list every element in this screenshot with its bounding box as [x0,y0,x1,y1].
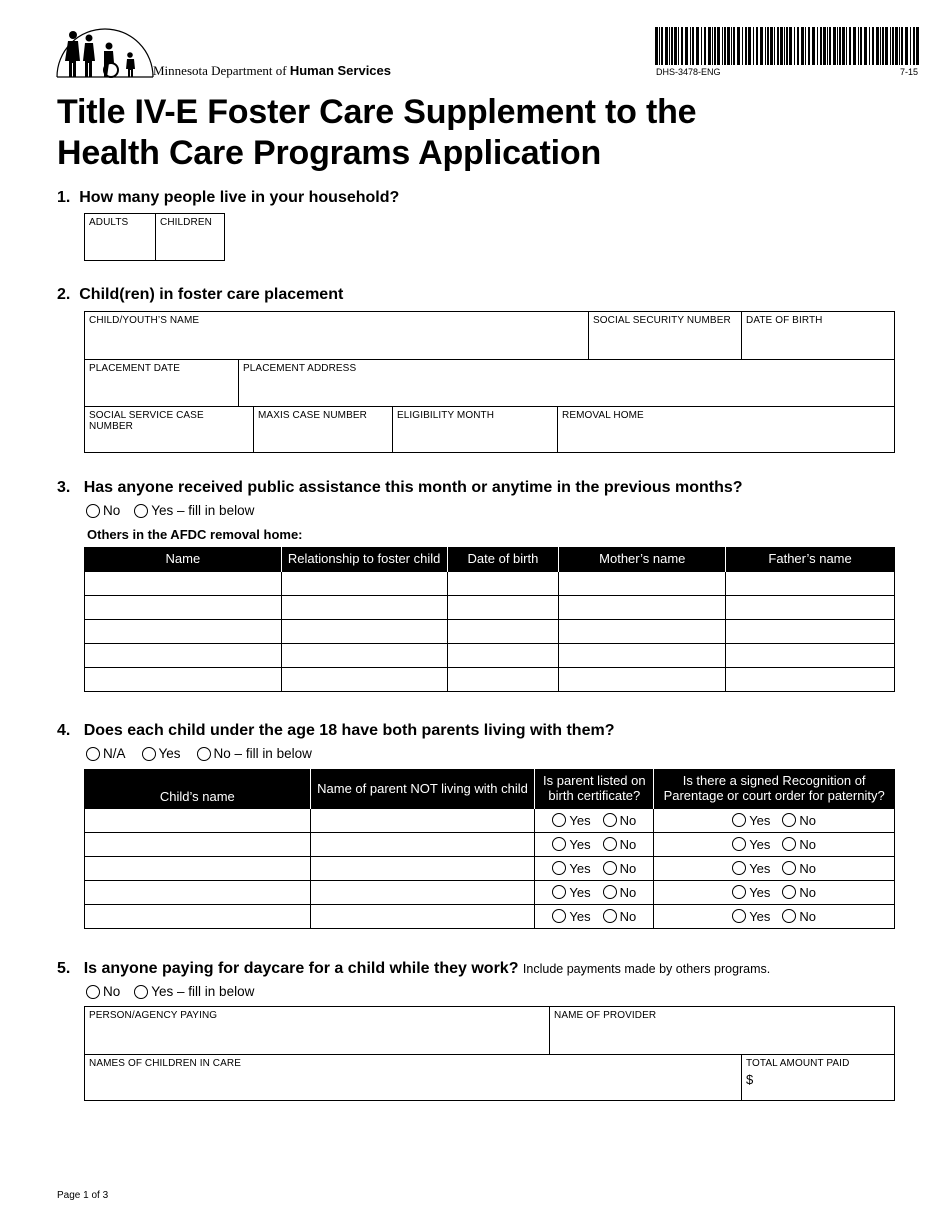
table-cell[interactable] [310,904,535,928]
radio-icon[interactable] [782,837,796,851]
barcode-bar [704,27,706,65]
q4-option-na[interactable]: N/A [86,746,126,761]
paternity-option-yes[interactable] [732,837,770,852]
col-name: Name [85,547,282,571]
birth-certificate-option-no[interactable] [603,885,637,900]
radio-icon[interactable] [603,813,617,827]
barcode-bar [745,27,747,65]
paternity-option-no[interactable] [782,837,816,852]
table-cell[interactable] [281,667,447,691]
option-label: Yes [749,836,771,852]
table-cell[interactable] [559,571,726,595]
ssn-field[interactable]: SOCIAL SECURITY NUMBER [588,312,741,359]
table-cell[interactable] [447,595,559,619]
barcode-bar [674,27,677,65]
table-cell[interactable] [281,643,447,667]
q5-option-no[interactable]: No [86,984,120,999]
birth-certificate-cell [535,832,654,856]
table-cell[interactable] [726,667,895,691]
paternity-cell [654,904,895,928]
option-label: No [619,860,637,876]
radio-icon[interactable] [552,813,566,827]
barcode-bar [901,27,903,65]
radio-icon[interactable] [134,985,148,999]
children-in-care-field[interactable]: NAMES OF CHILDREN IN CARE [89,1058,241,1069]
barcode-bar [661,27,663,65]
table-cell[interactable] [85,619,282,643]
table-cell[interactable] [85,643,282,667]
barcode-bar [665,27,668,65]
option-label: Yes [569,836,591,852]
barcode-bar [827,27,828,65]
barcode-bar [880,27,881,65]
option-label: Yes [569,908,591,924]
col-paternity: Is there a signed Recognition of Parentage or court order for paternity? [654,769,895,808]
birth-certificate-cell [535,856,654,880]
radio-icon[interactable] [732,813,746,827]
barcode-bar [892,27,894,65]
barcode-bar [701,27,702,65]
barcode-bar [692,27,694,65]
barcode-bar [846,27,847,65]
barcode-bar [895,27,898,65]
barcode-bar [823,27,826,65]
barcode-bar [882,27,884,65]
radio-icon[interactable] [552,861,566,875]
household-count-box [84,213,225,261]
birth-certificate-option-no[interactable] [603,861,637,876]
paternity-option-yes[interactable] [732,885,770,900]
placement-address-field[interactable]: PLACEMENT ADDRESS [238,360,894,406]
table-cell[interactable] [85,904,311,928]
option-label: No [799,812,817,828]
birth-certificate-cell [535,904,654,928]
birth-certificate-cell [535,880,654,904]
table-cell[interactable] [310,880,535,904]
birth-certificate-cell [535,808,654,832]
option-label: Yes [749,908,771,924]
barcode-bar [797,27,799,65]
barcode-bar [864,27,867,65]
barcode-bar [794,27,795,65]
barcode-bar [780,27,783,65]
barcode-bar [786,27,788,65]
afdc-household-table [84,547,895,692]
radio-icon[interactable] [552,885,566,899]
table-row [85,595,895,619]
placement-date-field[interactable]: PLACEMENT DATE [89,363,181,374]
table-cell[interactable] [726,619,895,643]
barcode-bar [671,27,673,65]
birth-certificate-option-yes[interactable] [552,861,590,876]
table-cell[interactable] [85,571,282,595]
table-cell[interactable] [447,571,559,595]
table-cell[interactable] [281,571,447,595]
table-cell[interactable] [559,667,726,691]
table-cell[interactable] [726,643,895,667]
table-cell[interactable] [559,595,726,619]
birth-certificate-option-yes[interactable] [552,885,590,900]
adults-field[interactable]: ADULTS [89,217,129,228]
table-cell[interactable] [281,619,447,643]
barcode-bar [727,27,730,65]
barcode-bar [817,27,818,65]
barcode-bar [801,27,804,65]
daycare-box [84,1006,895,1101]
q4-option-no[interactable]: No – fill in below [197,746,312,761]
table-row [85,667,895,691]
option-label: Yes [569,884,591,900]
option-label: Yes [569,812,591,828]
option-label: No [619,836,637,852]
barcode-bar [833,27,836,65]
paternity-option-no[interactable] [782,885,816,900]
paternity-option-yes[interactable] [732,909,770,924]
table-cell[interactable] [447,667,559,691]
col-father: Father’s name [726,547,895,571]
radio-icon[interactable] [732,861,746,875]
table-cell[interactable] [559,619,726,643]
option-label: Yes [749,812,771,828]
paternity-cell [654,880,895,904]
table-cell[interactable] [310,808,535,832]
barcode-bar [712,27,713,65]
table-cell[interactable] [726,595,895,619]
revision-date: 7-15 [900,67,919,77]
option-label: No [619,812,637,828]
foster-placement-box [84,311,895,453]
radio-icon[interactable] [782,909,796,923]
page-number: Page 1 of 3 [57,1190,109,1201]
barcode-bar [820,27,822,65]
radio-icon[interactable] [732,909,746,923]
paternity-option-no[interactable] [782,909,816,924]
option-label: Yes [749,860,771,876]
barcode-bar [742,27,743,65]
page-title: Title IV-E Foster Care Supplement to the Health Care Programs Application [57,93,697,172]
q3-option-yes[interactable]: Yes – fill in below [134,503,254,518]
form-number: DHS-3478-ENG [656,67,721,77]
barcode-bar [678,27,679,65]
table-cell[interactable] [85,808,311,832]
barcode-bar [853,27,856,65]
table-row [85,808,895,832]
barcode-bar [724,27,726,65]
table-cell[interactable] [281,595,447,619]
barcode-bar [890,27,891,65]
barcode-bar [737,27,740,65]
date-of-birth-field[interactable]: DATE OF BIRTH [741,312,894,359]
radio-icon[interactable] [552,909,566,923]
table-cell[interactable] [726,571,895,595]
table-cell[interactable] [447,643,559,667]
radio-icon[interactable] [134,504,148,518]
radio-icon[interactable] [732,837,746,851]
table-row [85,856,895,880]
barcode-bar [812,27,815,65]
col-childs-name: Child’s name [85,769,311,808]
barcode-bar [760,27,763,65]
paternity-option-yes[interactable] [732,813,770,828]
social-service-case-field[interactable]: SOCIAL SERVICE CASE NUMBER [89,410,204,432]
q5-options [86,984,268,999]
barcode-bar [770,27,773,65]
barcode-bar [669,27,670,65]
radio-icon[interactable] [603,837,617,851]
barcode-bar [869,27,870,65]
barcode-bar [789,27,792,65]
option-label: Yes [749,884,771,900]
children-field[interactable]: CHILDREN [155,214,224,260]
removal-home-field[interactable]: REMOVAL HOME [557,407,894,453]
radio-icon[interactable] [552,837,566,851]
radio-icon[interactable] [142,747,156,761]
table-cell[interactable] [85,880,311,904]
paternity-option-yes[interactable] [732,861,770,876]
table-cell[interactable] [310,856,535,880]
barcode-bar [842,27,845,65]
table-row [85,571,895,595]
table-cell[interactable] [447,619,559,643]
barcode-bar [899,27,900,65]
table-row [85,619,895,643]
person-agency-paying-field[interactable]: PERSON/AGENCY PAYING [89,1010,218,1021]
birth-certificate-option-yes[interactable] [552,813,590,828]
table-cell[interactable] [85,667,282,691]
col-absent-parent: Name of parent NOT living with child [310,769,535,808]
dhs-logo [55,25,155,80]
child-name-field[interactable]: CHILD/YOUTH’S NAME [89,315,200,326]
birth-certificate-option-no[interactable] [603,837,637,852]
q3-option-no[interactable]: No [86,503,120,518]
barcode-bar [913,27,915,65]
radio-icon[interactable] [86,747,100,761]
parents-table [84,769,895,929]
table-row [85,643,895,667]
barcode-bar [765,27,766,65]
birth-certificate-option-yes[interactable] [552,909,590,924]
option-label: No [799,836,817,852]
barcode-bar [876,27,879,65]
barcode-bar [777,27,779,65]
radio-icon[interactable] [603,885,617,899]
col-relationship: Relationship to foster child [281,547,447,571]
paternity-cell [654,856,895,880]
barcode-bar [784,27,785,65]
table-row [85,832,895,856]
radio-icon[interactable] [603,861,617,875]
col-mother: Mother’s name [559,547,726,571]
total-amount-field[interactable]: TOTAL AMOUNT PAID $ [741,1055,894,1101]
barcode-bar [717,27,720,65]
barcode-bar [659,27,660,65]
barcode-bar [767,27,769,65]
table-cell[interactable] [85,595,282,619]
barcode [655,27,923,65]
birth-certificate-option-no[interactable] [603,909,637,924]
option-label: No [619,884,637,900]
barcode-bar [910,27,911,65]
q3-options [86,503,268,518]
q5-option-yes[interactable]: Yes – fill in below [134,984,254,999]
barcode-bar [808,27,810,65]
barcode-bar [858,27,859,65]
radio-icon[interactable] [603,909,617,923]
barcode-bar [839,27,841,65]
barcode-bar [849,27,851,65]
barcode-bar [690,27,691,65]
table-cell[interactable] [85,856,311,880]
paternity-cell [654,808,895,832]
barcode-bar [753,27,754,65]
provider-name-field[interactable]: NAME OF PROVIDER [549,1007,894,1054]
table-row [85,880,895,904]
afdc-subheading: Others in the AFDC removal home: [87,527,303,542]
barcode-bar [860,27,862,65]
barcode-bar [722,27,723,65]
radio-icon[interactable] [782,885,796,899]
barcode-bar [685,27,688,65]
radio-icon[interactable] [86,985,100,999]
q4-option-yes[interactable]: Yes [142,746,181,761]
paternity-option-no[interactable] [782,813,816,828]
barcode-bar [655,27,658,65]
radio-icon[interactable] [782,813,796,827]
col-birth-certificate: Is parent listed on birth certificate? [535,769,654,808]
barcode-bar [708,27,711,65]
paternity-option-no[interactable] [782,861,816,876]
option-label: No [799,884,817,900]
barcode-bar [756,27,758,65]
barcode-bar [696,27,699,65]
question-1: 1. How many people live in your household? [57,189,400,206]
radio-icon[interactable] [732,885,746,899]
barcode-bar [731,27,732,65]
agency-name: Minnesota Department of Human Services [153,63,391,78]
radio-icon[interactable] [782,861,796,875]
col-date-of-birth: Date of birth [447,547,559,571]
barcode-bar [681,27,683,65]
table-cell[interactable] [85,832,311,856]
barcode-bar [733,27,735,65]
eligibility-month-field[interactable]: ELIGIBILITY MONTH [392,407,557,453]
barcode-bar [905,27,908,65]
radio-icon[interactable] [197,747,211,761]
table-cell[interactable] [310,832,535,856]
barcode-bar [748,27,751,65]
option-label: No [799,860,817,876]
table-cell[interactable] [559,643,726,667]
barcode-bar [872,27,874,65]
barcode-bar [837,27,838,65]
barcode-bar [774,27,775,65]
paternity-cell [654,832,895,856]
question-4: 4. Does each child under the age 18 have both parents living with them? [57,722,615,739]
barcode-bar [885,27,888,65]
birth-certificate-option-no[interactable] [603,813,637,828]
barcode-bar [829,27,831,65]
barcode-bar [805,27,806,65]
birth-certificate-option-yes[interactable] [552,837,590,852]
option-label: No [619,908,637,924]
question-3: 3. Has anyone received public assistance this month or anytime in the previous months? [57,479,743,496]
barcode-bar [714,27,716,65]
q4-options [86,746,326,761]
maxis-case-field[interactable]: MAXIS CASE NUMBER [253,407,392,453]
table-row [85,904,895,928]
currency-sign: $ [746,1072,754,1087]
radio-icon[interactable] [86,504,100,518]
question-2: 2. Child(ren) in foster care placement [57,286,344,303]
option-label: No [799,908,817,924]
question-5: 5. Is anyone paying for daycare for a child while they work? Include payments made by others programs. [57,960,771,977]
option-label: Yes [569,860,591,876]
barcode-bar [916,27,919,65]
